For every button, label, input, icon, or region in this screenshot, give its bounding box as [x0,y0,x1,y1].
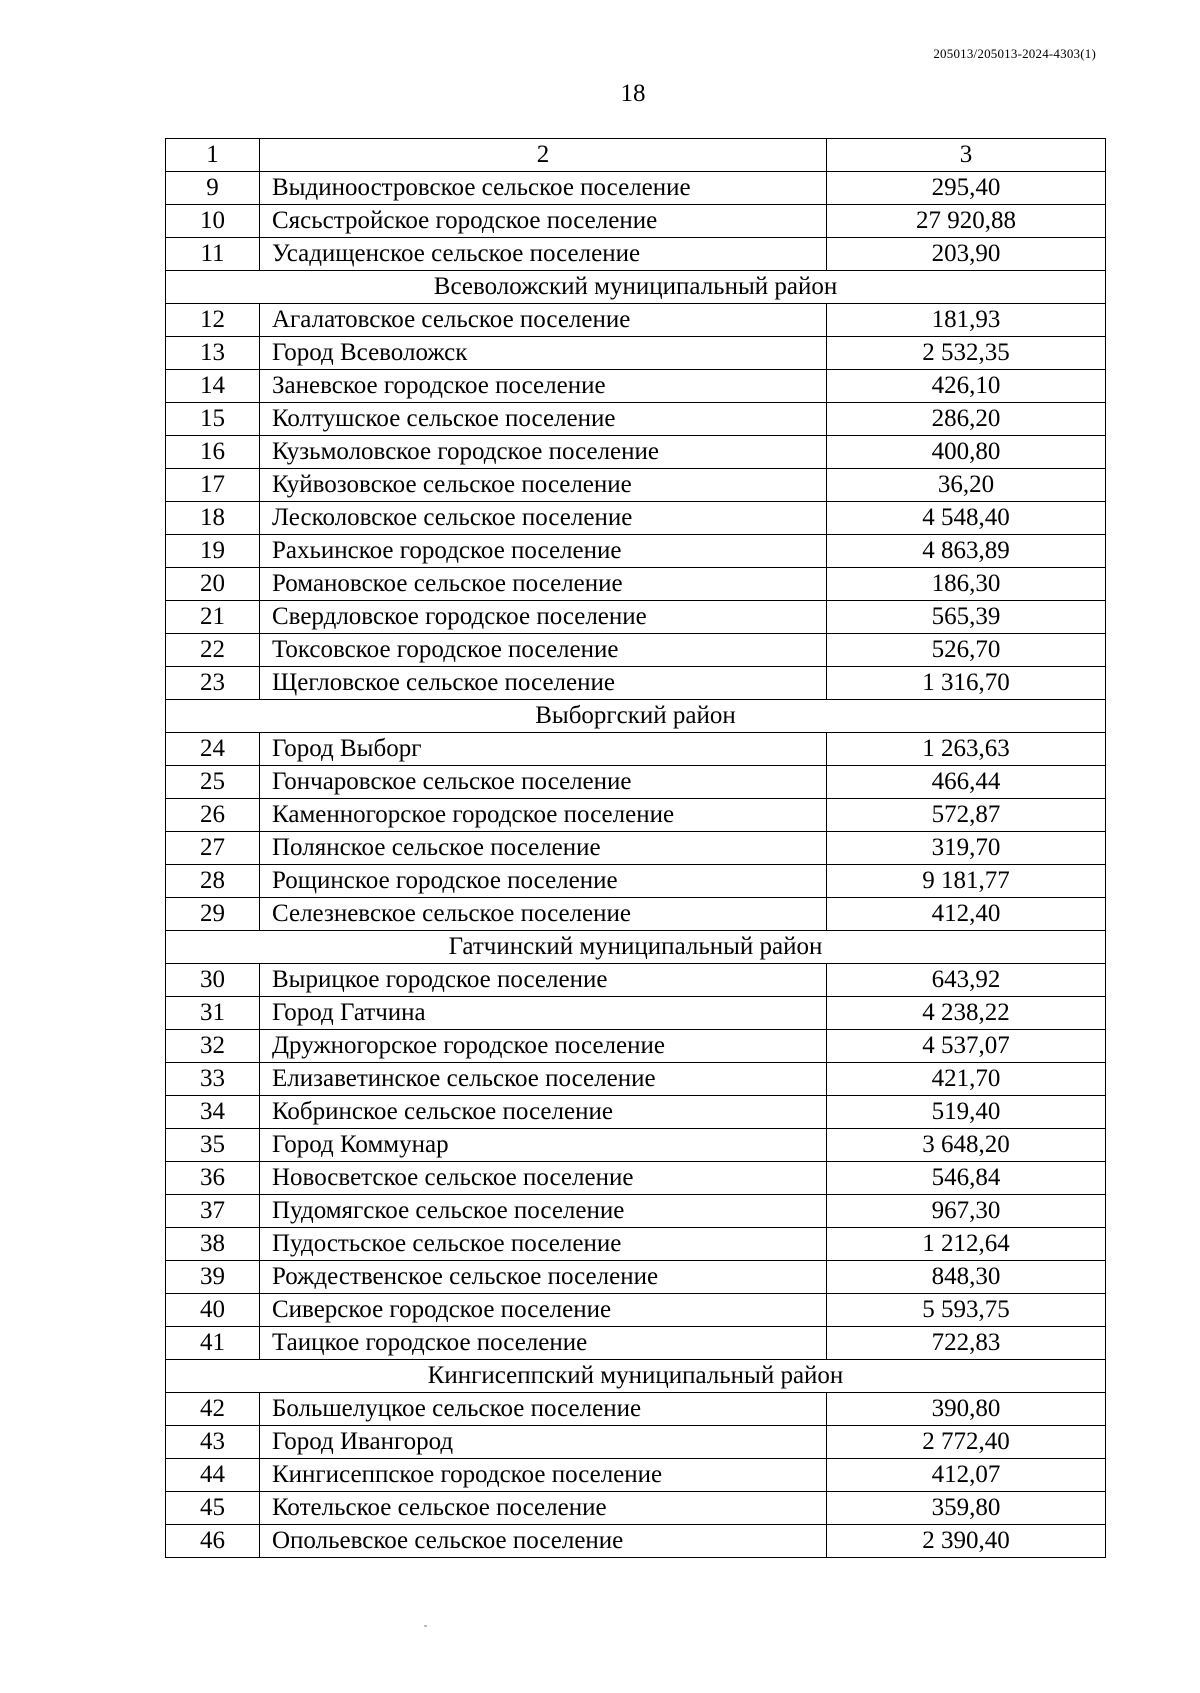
amount-value: 546,84 [827,1162,1106,1195]
table-row [166,568,1106,601]
row-number: 46 [166,1525,260,1558]
row-number: 13 [166,337,260,370]
amount-value: 421,70 [827,1063,1106,1096]
section-header-row [166,1360,1106,1393]
amount-value: 2 532,35 [827,337,1106,370]
settlement-name: Свердловское городское поселение [260,601,827,634]
section-title: Кингисеппский муниципальный район [166,1360,1106,1393]
table-row [166,238,1106,271]
settlement-name: Каменногорское городское поселение [260,799,827,832]
section-title: Гатчинский муниципальный район [166,931,1106,964]
settlement-name: Дружногорское городское поселение [260,1030,827,1063]
row-number: 12 [166,304,260,337]
table-row [166,667,1106,700]
amount-value: 2 390,40 [827,1525,1106,1558]
table-row [166,469,1106,502]
amount-value: 9 181,77 [827,865,1106,898]
row-number: 10 [166,205,260,238]
row-number: 33 [166,1063,260,1096]
row-number: 36 [166,1162,260,1195]
settlement-name: Полянское сельское поселение [260,832,827,865]
settlement-name: Выдиноостровское сельское поселение [260,172,827,205]
row-number: 21 [166,601,260,634]
settlement-name: Город Всеволожск [260,337,827,370]
row-number: 27 [166,832,260,865]
amount-value: 186,30 [827,568,1106,601]
row-number: 11 [166,238,260,271]
row-number: 35 [166,1129,260,1162]
row-number: 44 [166,1459,260,1492]
row-number: 40 [166,1294,260,1327]
amount-value: 412,40 [827,898,1106,931]
page-number: 18 [620,80,646,107]
table-row [166,370,1106,403]
table-row [166,1030,1106,1063]
table-row [166,865,1106,898]
amount-value: 359,80 [827,1492,1106,1525]
table-row [166,1294,1106,1327]
table-row [166,1261,1106,1294]
amount-value: 526,70 [827,634,1106,667]
amount-value: 4 548,40 [827,502,1106,535]
table-row [166,403,1106,436]
amount-value: 295,40 [827,172,1106,205]
settlement-name: Лесколовское сельское поселение [260,502,827,535]
amount-value: 27 920,88 [827,205,1106,238]
table-row [166,436,1106,469]
amount-value: 4 537,07 [827,1030,1106,1063]
settlement-name: Романовское сельское поселение [260,568,827,601]
settlement-name: Рождественское сельское поселение [260,1261,827,1294]
amount-value: 319,70 [827,832,1106,865]
table-row [166,337,1106,370]
settlement-name: Кобринское сельское поселение [260,1096,827,1129]
row-number: 14 [166,370,260,403]
table-row [166,1195,1106,1228]
settlement-name: Агалатовское сельское поселение [260,304,827,337]
table-row [166,304,1106,337]
section-header-row [166,271,1106,304]
table-row [166,172,1106,205]
table-row [166,535,1106,568]
row-number: 20 [166,568,260,601]
settlement-name: Вырицкое городское поселение [260,964,827,997]
settlement-name: Сясьстройское городское поселение [260,205,827,238]
row-number: 32 [166,1030,260,1063]
table-row [166,1459,1106,1492]
settlement-name: Куйвозовское сельское поселение [260,469,827,502]
table-row [166,502,1106,535]
row-number: 29 [166,898,260,931]
table-row [166,766,1106,799]
amount-value: 203,90 [827,238,1106,271]
settlement-name: Кингисеппское городское поселение [260,1459,827,1492]
settlement-name: Кузьмоловское городское поселение [260,436,827,469]
row-number: 24 [166,733,260,766]
amount-value: 1 263,63 [827,733,1106,766]
settlement-name: Заневское городское поселение [260,370,827,403]
amount-value: 519,40 [827,1096,1106,1129]
settlement-name: Токсовское городское поселение [260,634,827,667]
amount-value: 565,39 [827,601,1106,634]
amount-value: 286,20 [827,403,1106,436]
settlement-name: Пудостьское сельское поселение [260,1228,827,1261]
amount-value: 4 863,89 [827,535,1106,568]
amount-value: 181,93 [827,304,1106,337]
table-row [166,1492,1106,1525]
settlement-name: Город Выборг [260,733,827,766]
settlement-name: Город Ивангород [260,1426,827,1459]
row-number: 38 [166,1228,260,1261]
settlement-name: Щегловское сельское поселение [260,667,827,700]
row-number: 22 [166,634,260,667]
amount-value: 722,83 [827,1327,1106,1360]
amount-value: 643,92 [827,964,1106,997]
settlement-name: Опольевское сельское поселение [260,1525,827,1558]
row-number: 15 [166,403,260,436]
amount-value: 1 316,70 [827,667,1106,700]
amount-value: 426,10 [827,370,1106,403]
amount-value: 5 593,75 [827,1294,1106,1327]
column-header-3: 3 [827,139,1106,172]
table-row [166,1063,1106,1096]
section-header-row [166,700,1106,733]
amount-value: 390,80 [827,1393,1106,1426]
table-row [166,964,1106,997]
row-number: 30 [166,964,260,997]
row-number: 17 [166,469,260,502]
table-row [166,1096,1106,1129]
settlement-name: Сиверское городское поселение [260,1294,827,1327]
table-body [166,172,1106,1558]
row-number: 23 [166,667,260,700]
table-row [166,1162,1106,1195]
settlement-name: Город Гатчина [260,997,827,1030]
row-number: 39 [166,1261,260,1294]
row-number: 9 [166,172,260,205]
section-header-row [166,931,1106,964]
amount-value: 36,20 [827,469,1106,502]
table-row [166,634,1106,667]
amount-value: 572,87 [827,799,1106,832]
table-row [166,898,1106,931]
row-number: 18 [166,502,260,535]
table-header-row [166,139,1106,172]
row-number: 28 [166,865,260,898]
row-number: 41 [166,1327,260,1360]
table-row [166,1426,1106,1459]
amount-value: 848,30 [827,1261,1106,1294]
settlement-name: Пудомягское сельское поселение [260,1195,827,1228]
table-row [166,1228,1106,1261]
table-row [166,799,1106,832]
settlement-name: Гончаровское сельское поселение [260,766,827,799]
row-number: 42 [166,1393,260,1426]
amount-value: 412,07 [827,1459,1106,1492]
settlement-name: Усадищенское сельское поселение [260,238,827,271]
settlement-name: Рощинское городское поселение [260,865,827,898]
table-row [166,1129,1106,1162]
row-number: 43 [166,1426,260,1459]
row-number: 25 [166,766,260,799]
amount-value: 4 238,22 [827,997,1106,1030]
table-row [166,997,1106,1030]
row-number: 26 [166,799,260,832]
row-number: 19 [166,535,260,568]
amount-value: 466,44 [827,766,1106,799]
column-header-2: 2 [260,139,827,172]
settlements-table [165,138,1106,1558]
table-row [166,1525,1106,1558]
row-number: 16 [166,436,260,469]
row-number: 31 [166,997,260,1030]
table-row [166,733,1106,766]
row-number: 37 [166,1195,260,1228]
settlement-name: Рахьинское городское поселение [260,535,827,568]
settlement-name: Селезневское сельское поселение [260,898,827,931]
amount-value: 1 212,64 [827,1228,1106,1261]
section-title: Всеволожский муниципальный район [166,271,1106,304]
amount-value: 967,30 [827,1195,1106,1228]
table-row [166,205,1106,238]
document-id: 205013/205013-2024-4303(1) [933,46,1096,61]
settlement-name: Город Коммунар [260,1129,827,1162]
settlement-name: Таицкое городское поселение [260,1327,827,1360]
settlement-name: Колтушское сельское поселение [260,403,827,436]
amount-value: 2 772,40 [827,1426,1106,1459]
amount-value: 400,80 [827,436,1106,469]
row-number: 34 [166,1096,260,1129]
column-header-1: 1 [166,139,260,172]
table-row [166,601,1106,634]
settlement-name: Большелуцкое сельское поселение [260,1393,827,1426]
scan-speck [424,1625,427,1627]
section-title: Выборгский район [166,700,1106,733]
table-row [166,832,1106,865]
settlement-name: Котельское сельское поселение [260,1492,827,1525]
settlement-name: Елизаветинское сельское поселение [260,1063,827,1096]
amount-value: 3 648,20 [827,1129,1106,1162]
table-row [166,1393,1106,1426]
settlement-name: Новосветское сельское поселение [260,1162,827,1195]
row-number: 45 [166,1492,260,1525]
table-row [166,1327,1106,1360]
